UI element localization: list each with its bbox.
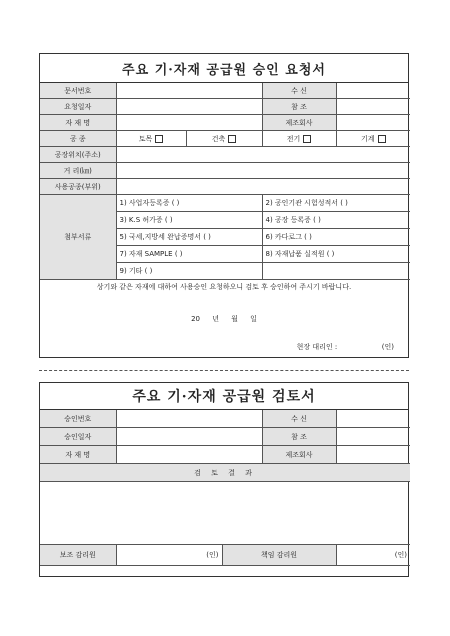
attachment-empty [262,263,410,280]
date-line: 20 년 월 일 [191,315,257,323]
attachment-item[interactable]: 6) 카다로그 ( ) [262,229,410,246]
review-reference-field[interactable] [336,428,410,446]
manufacturer-field[interactable] [336,115,410,131]
chief-supervisor-label: 책임 감리원 [222,545,336,566]
review-recipient-label: 수 신 [262,410,336,428]
attachment-item[interactable]: 7) 자재 SAMPLE ( ) [116,246,262,263]
approval-no-field[interactable] [116,410,262,428]
review-manufacturer-field[interactable] [336,446,410,464]
usage-field[interactable] [116,179,410,195]
approval-date-label: 승인일자 [40,428,116,446]
chief-supervisor-seal[interactable]: (인) [336,545,410,566]
recipient-field[interactable] [336,83,410,99]
review-reference-label: 참 조 [262,428,336,446]
factory-location-label: 공장위치(주소) [40,147,116,163]
review-recipient-field[interactable] [336,410,410,428]
attachments-label: 첨부서류 [40,195,116,280]
distance-label: 거 리(㎞) [40,163,116,179]
attachment-item[interactable]: 8) 자재납품 실적원 ( ) [262,246,410,263]
work-type-civil[interactable] [116,131,186,147]
work-type-civil-label: 토목 [138,134,153,143]
work-type-electric-label: 전기 [286,134,301,143]
request-date-field[interactable] [116,99,262,115]
reference-field[interactable] [336,99,410,115]
review-result-header: 검 토 결 과 [40,464,410,482]
factory-location-field[interactable] [116,147,410,163]
seal-mark: (인) [381,343,394,351]
review-form-title: 주요 기·자재 공급원 검토서 [40,383,408,410]
signature-line [297,342,394,352]
material-name-label: 자 재 명 [40,115,116,131]
review-manufacturer-label: 제조회사 [262,446,336,464]
review-material-label: 자 재 명 [40,446,116,464]
approval-request-form [39,53,409,358]
checkbox-electric[interactable] [303,135,311,143]
approval-date-field[interactable] [116,428,262,446]
material-name-field[interactable] [116,115,262,131]
review-result-field[interactable] [40,482,410,545]
attachment-item[interactable]: 5) 국세,지방세 완납증명서 ( ) [116,229,262,246]
cut-line-divider [39,370,409,371]
distance-field[interactable] [116,163,410,179]
attachment-item[interactable]: 4) 공장 등록증 ( ) [262,212,410,229]
approval-no-label: 승인번호 [40,410,116,428]
request-table [40,83,410,195]
doc-no-field[interactable] [116,83,262,99]
doc-no-label: 문서번호 [40,83,116,99]
review-form [39,382,409,577]
assistant-supervisor-label: 보조 감리원 [40,545,116,566]
work-type-mechanical-label: 기계 [361,134,375,143]
checkbox-mechanical[interactable] [378,135,386,143]
checkbox-architecture[interactable] [228,135,236,143]
work-type-architecture-label: 건축 [211,134,226,143]
work-type-label: 공 종 [40,131,116,147]
request-statement: 상기와 같은 자재에 대하여 사용승인 요청하오니 검토 후 승인하여 주시기 바랍니다. [96,283,352,291]
usage-label: 사용공종(부위) [40,179,116,195]
agent-label: 현장 대리인 : [296,343,338,351]
checkbox-civil[interactable] [155,135,163,143]
reference-label: 참 조 [262,99,336,115]
review-material-field[interactable] [116,446,262,464]
attachment-item[interactable]: 9) 기타 ( ) [116,263,262,280]
work-type-mechanical[interactable] [336,131,410,147]
manufacturer-label: 제조회사 [262,115,336,131]
form-title: 주요 기·자재 공급원 승인 요청서 [40,54,408,83]
attachment-item[interactable]: 2) 공인기관 시험성적서 ( ) [262,195,410,212]
attachment-item[interactable]: 1) 사업자등록증 ( ) [116,195,262,212]
review-table [40,410,410,566]
work-type-electric[interactable] [262,131,336,147]
attachment-item[interactable]: 3) K.S 허가증 ( ) [116,212,262,229]
request-date-label: 요청일자 [40,99,116,115]
recipient-label: 수 신 [262,83,336,99]
work-type-architecture[interactable] [186,131,262,147]
attachments-table [40,195,410,280]
assistant-supervisor-seal[interactable]: (인) [116,545,222,566]
